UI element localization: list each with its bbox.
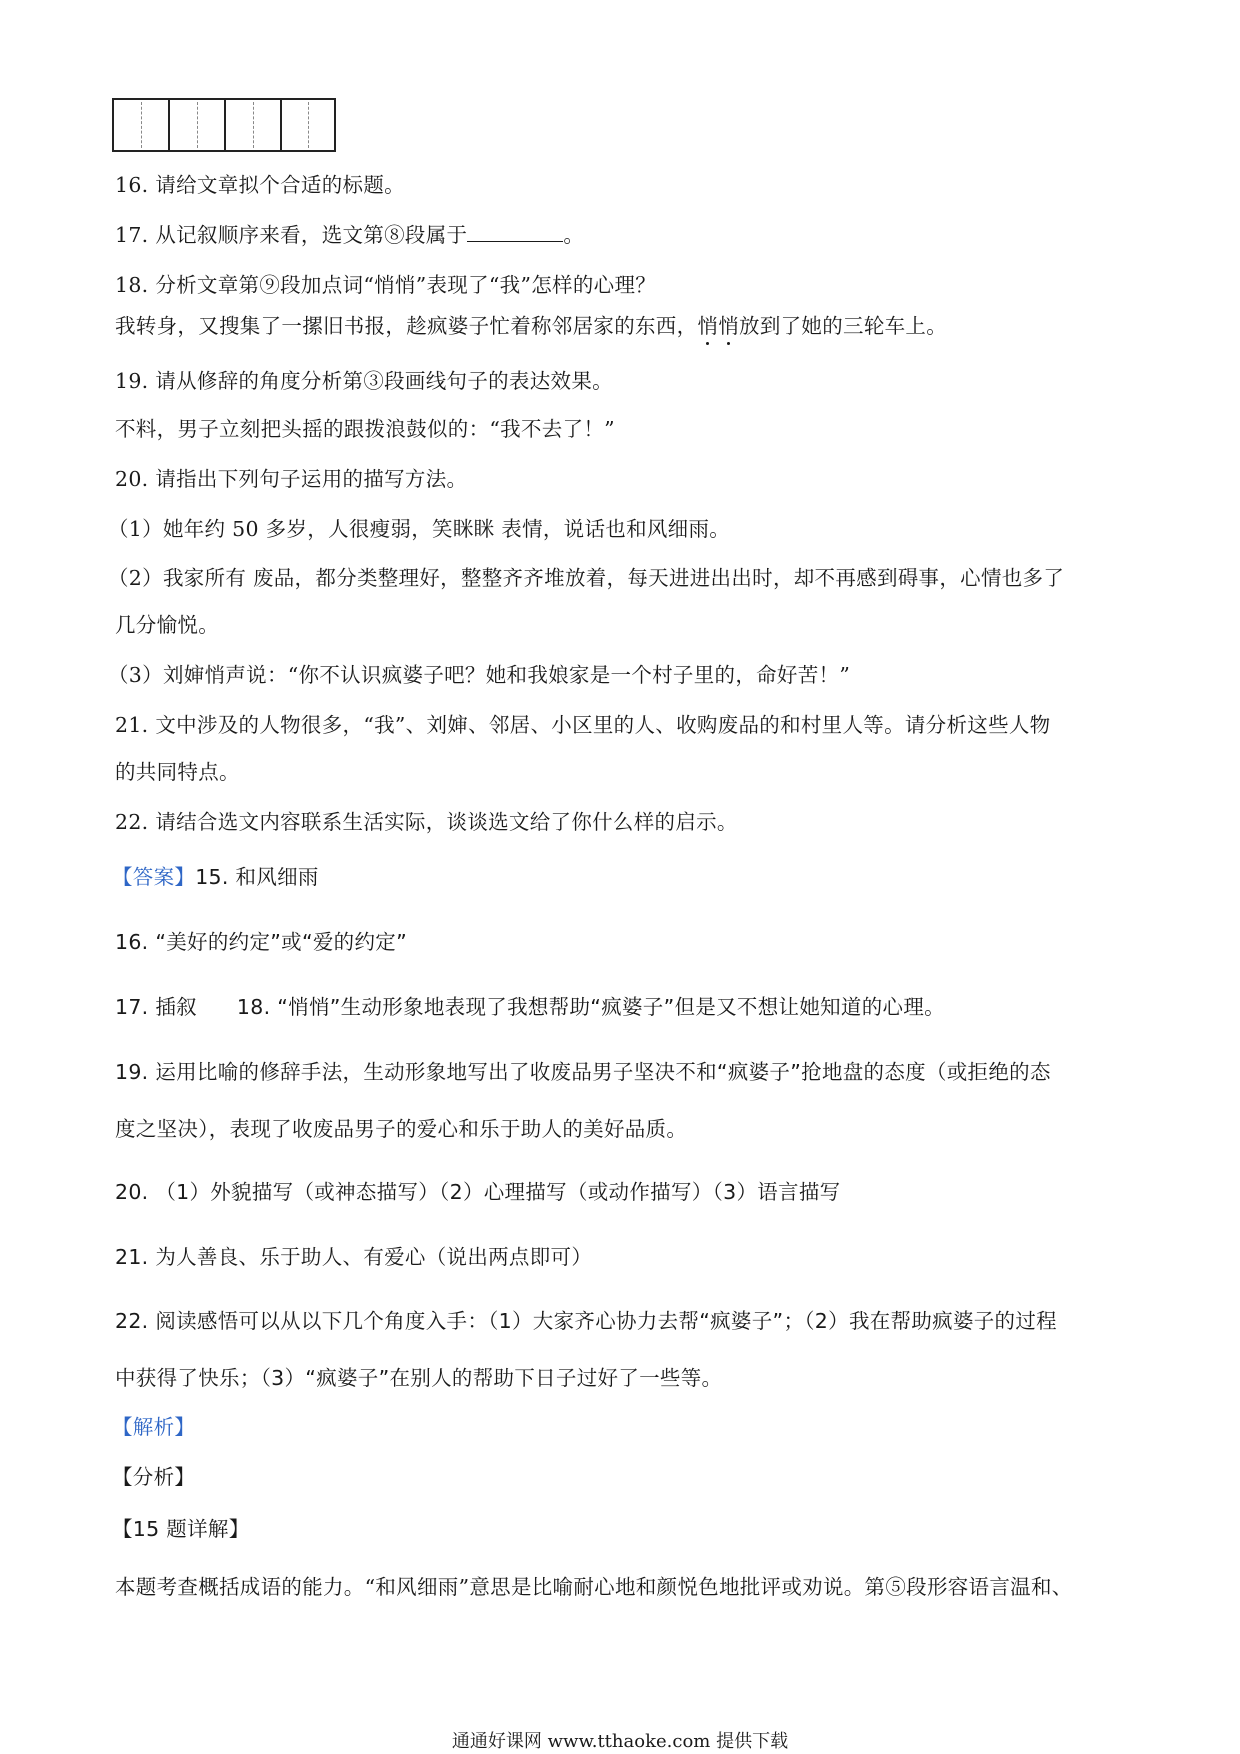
question-17-text: 17. 从记叙顺序来看，选文第⑧段属于 bbox=[115, 223, 468, 247]
footer: 通通好课网 www.tthaoke.com 提供下载 bbox=[451, 1731, 789, 1752]
answer-15 bbox=[112, 860, 319, 890]
question-22: 22. 请结合选文内容联系生活实际，谈谈选文给了你什么样的启示。 bbox=[115, 810, 738, 834]
answer-22-cont: 中获得了快乐；（3）“疯婆子”在别人的帮助下日子过好了一些等。 bbox=[115, 1366, 723, 1390]
question-21: 21. 文中涉及的人物很多，“我”、刘婶、邻居、小区里的人、收购废品的和村里人等。请分析这些人物 bbox=[115, 713, 1051, 737]
answer-20: 20. （1）外貌描写（或神态描写）（2）心理描写（或动作描写）（3）语言描写 bbox=[115, 1180, 841, 1204]
question-19-quote: 不料，男子立刻把头摇的跟拨浪鼓似的：“我不去了！” bbox=[115, 417, 615, 441]
question-20: 20. 请指出下列句子运用的描写方法。 bbox=[115, 467, 468, 491]
dotted-char: 悄 bbox=[718, 314, 740, 338]
question-19: 19. 请从修辞的角度分析第③段画线句子的表达效果。 bbox=[115, 369, 613, 393]
dotted-char: 悄 bbox=[697, 314, 719, 338]
answer-grid bbox=[112, 98, 336, 152]
question-18: 18. 分析文章第⑨段加点词“悄悄”表现了“我”怎样的心理？ bbox=[115, 273, 657, 297]
question-18-quote bbox=[115, 309, 947, 339]
grid-cell bbox=[224, 98, 280, 152]
analysis-text: 本题考查概括成语的能力。“和风细雨”意思是比喻耐心地和颜悦色地批评或劝说。第⑤段形容语言温和、 bbox=[115, 1575, 1073, 1599]
question-16: 16. 请给文章拟个合适的标题。 bbox=[115, 173, 405, 197]
grid-cell bbox=[168, 98, 224, 152]
quote-text: 放到了她的三轮车上。 bbox=[739, 314, 948, 338]
answer-18: 18. “悄悄”生动形象地表现了我想帮助“疯婆子”但是又不想让她知道的心理。 bbox=[236, 995, 945, 1019]
analysis-subheading: 【分析】 bbox=[112, 1465, 196, 1489]
answer-17: 17. 插叙 bbox=[115, 995, 197, 1019]
answer-22: 22. 阅读感悟可以从以下几个角度入手：（1）大家齐心协力去帮“疯婆子”；（2）我在帮助疯婆子的过程 bbox=[115, 1309, 1057, 1333]
analysis-label: 【解析】 bbox=[112, 1415, 196, 1439]
question-20-item-1: （1）她年约 50 多岁，人很瘦弱，笑眯眯 表情，说话也和风细雨。 bbox=[108, 517, 731, 541]
answer-16: 16. “美好的约定”或“爱的约定” bbox=[115, 930, 407, 954]
question-17 bbox=[115, 218, 584, 248]
answer-19: 19. 运用比喻的修辞手法，生动形象地写出了收废品男子坚决不和“疯婆子”抢地盘的态度（或拒绝的态 bbox=[115, 1060, 1051, 1084]
answer-blank bbox=[467, 223, 563, 242]
question-21-cont: 的共同特点。 bbox=[115, 760, 240, 784]
answer-label: 【答案】 bbox=[112, 865, 196, 889]
analysis-subheading-15: 【15 题详解】 bbox=[112, 1517, 250, 1541]
grid-cell bbox=[280, 98, 336, 152]
answer-15-text: 15. 和风细雨 bbox=[195, 865, 319, 889]
question-20-item-2-cont: 几分愉悦。 bbox=[115, 613, 219, 637]
question-20-item-3: （3）刘婶悄声说：“你不认识疯婆子吧？她和我娘家是一个村子里的，命好苦！” bbox=[108, 663, 851, 687]
answer-21: 21. 为人善良、乐于助人、有爱心（说出两点即可） bbox=[115, 1245, 593, 1269]
quote-text: 我转身，又搜集了一摞旧书报，趁疯婆子忙着称邻居家的东西， bbox=[115, 314, 698, 338]
grid-cell bbox=[112, 98, 168, 152]
answer-17-18 bbox=[115, 990, 945, 1020]
answer-19-cont: 度之坚决），表现了收废品男子的爱心和乐于助人的美好品质。 bbox=[115, 1117, 688, 1141]
question-20-item-2: （2）我家所有 废品，都分类整理好，整整齐齐堆放着，每天进进出出时，却不再感到碍事，心情也多了 bbox=[108, 566, 1065, 590]
question-17-end: 。 bbox=[563, 223, 585, 247]
